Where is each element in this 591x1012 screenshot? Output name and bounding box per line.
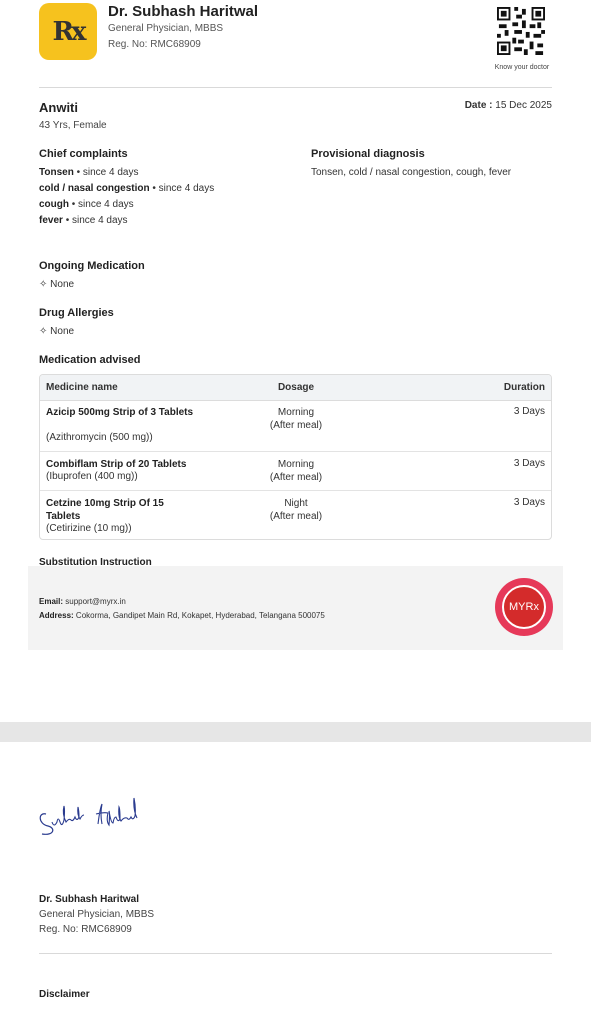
- date-value: 15 Dec 2025: [495, 100, 552, 111]
- medicine-duration: 3 Days: [513, 497, 545, 508]
- rx-logo: Rx: [39, 3, 97, 60]
- complaint-item: Tonsen • since 4 days: [39, 167, 139, 178]
- signature-divider: [39, 953, 552, 954]
- medication-advised-title: Medication advised: [39, 354, 141, 366]
- header-medicine-name: Medicine name: [46, 382, 118, 393]
- myrx-logo: MYRx: [495, 578, 553, 636]
- ongoing-medication-value: ✧ None: [39, 279, 75, 290]
- prescription-date: [465, 100, 552, 111]
- drug-allergies-value: ✧ None: [39, 326, 75, 337]
- medication-table: [39, 374, 552, 540]
- medicine-duration: 3 Days: [513, 406, 545, 417]
- drug-allergies-title: Drug Allergies: [39, 307, 114, 319]
- doctor-qualification: General Physician, MBBS: [108, 23, 224, 34]
- doctor-signature: [36, 784, 166, 844]
- prescription-page-2: [0, 742, 591, 1012]
- footer-contact: [28, 566, 563, 650]
- medicine-name: Combiflam Strip of 20 Tablets: [46, 459, 187, 470]
- signature-doctor-qualification: General Physician, MBBS: [39, 909, 155, 920]
- complaint-item: fever • since 4 days: [39, 215, 128, 226]
- medicine-name: Azicip 500mg Strip of 3 Tablets: [46, 407, 194, 418]
- date-label: Date :: [464, 100, 493, 111]
- qr-caption: Know your doctor: [494, 64, 550, 71]
- patient-age-gender: 43 Yrs, Female: [39, 120, 107, 131]
- medicine-dosage: Night (After meal): [269, 498, 323, 522]
- diagnosis-text: Tonsen, cold / nasal congestion, cough, fever: [311, 167, 512, 178]
- table-row: [40, 491, 551, 540]
- medicine-dosage: Morning (After meal): [269, 407, 323, 431]
- diagnosis-title: Provisional diagnosis: [311, 148, 425, 160]
- medicine-generic: (Azithromycin (500 mg)): [46, 432, 153, 443]
- medicine-duration: 3 Days: [513, 458, 545, 469]
- qr-code-icon[interactable]: [497, 7, 545, 55]
- medicine-generic: (Ibuprofen (400 mg)): [46, 471, 138, 482]
- signature-doctor-name: Dr. Subhash Haritwal: [39, 894, 140, 905]
- email-link[interactable]: support@myrx.in: [65, 597, 126, 606]
- footer-address: Address: Cokorma, Gandipet Main Rd, Kokapet, Hyderabad, Telangana 500075: [39, 611, 325, 620]
- doctor-name: Dr. Subhash Haritwal: [108, 3, 259, 20]
- table-row: [40, 452, 551, 491]
- complaint-item: cough • since 4 days: [39, 199, 134, 210]
- table-header: [40, 375, 551, 401]
- disclaimer-title: Disclaimer: [39, 989, 90, 1000]
- footer-email: Email: support@myrx.in: [39, 597, 126, 606]
- medicine-name: Cetzine 10mg Strip Of 15 Tablets: [46, 498, 164, 522]
- doctor-registration: Reg. No: RMC68909: [108, 39, 201, 50]
- ongoing-medication-title: Ongoing Medication: [39, 260, 145, 272]
- header-dosage: Dosage: [277, 382, 315, 393]
- substitution-instruction-title: Substitution Instruction: [39, 557, 152, 566]
- complaint-item: cold / nasal congestion • since 4 days: [39, 183, 215, 194]
- header-divider: [39, 87, 552, 88]
- table-row: [40, 400, 551, 452]
- chief-complaints-title: Chief complaints: [39, 148, 128, 160]
- patient-name: Anwiti: [39, 100, 78, 115]
- medicine-dosage: Morning (After meal): [269, 459, 323, 483]
- signature-doctor-registration: Reg. No: RMC68909: [39, 924, 132, 935]
- header-duration: Duration: [503, 382, 545, 393]
- medicine-generic: (Cetirizine (10 mg)): [46, 523, 132, 534]
